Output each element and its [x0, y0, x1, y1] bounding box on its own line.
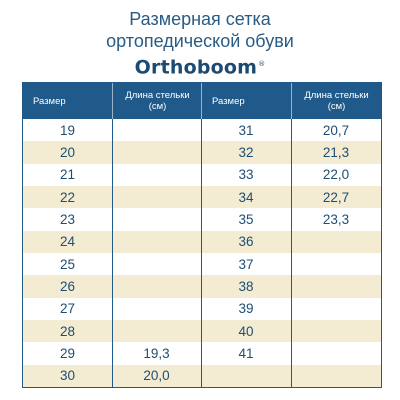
size-cell: 27: [59, 301, 76, 317]
insole-cell: [112, 320, 201, 342]
insole-cell: 20,7: [322, 122, 350, 138]
insole-cell: [112, 275, 201, 297]
insole-cell: [112, 119, 201, 141]
table-row: [23, 275, 381, 297]
insole-cell: 21,3: [322, 144, 350, 160]
column-divider: [112, 119, 113, 387]
size-cell: 35: [238, 211, 254, 227]
insole-cell: 19,3: [143, 345, 170, 361]
table-row: [23, 365, 381, 387]
header-size-left: Размер: [33, 95, 66, 107]
insole-cell: [291, 253, 381, 275]
insole-cell: 22,0: [322, 167, 350, 183]
size-cell: 24: [59, 234, 76, 250]
size-cell: 21: [59, 167, 76, 183]
header-divider: [201, 83, 202, 119]
insole-cell: [291, 342, 381, 364]
insole-cell: [112, 141, 201, 163]
size-cell: 41: [238, 345, 254, 361]
table-row: [23, 342, 381, 364]
header-insole-right: Длина стельки (см): [304, 90, 369, 112]
table-header: [23, 83, 381, 119]
table-row: [23, 164, 381, 186]
header-size-right: Размер: [212, 95, 245, 107]
header: [0, 0, 400, 84]
insole-cell: 23,3: [322, 211, 350, 227]
size-cell: [201, 365, 291, 387]
insole-cell: [112, 231, 201, 253]
size-cell: 25: [59, 256, 76, 272]
page-subtitle: ортопедической обуви: [106, 31, 294, 51]
insole-cell: [291, 320, 381, 342]
insole-cell: [112, 186, 201, 208]
size-cell: 38: [238, 278, 254, 294]
insole-cell: [112, 298, 201, 320]
insole-cell: [291, 275, 381, 297]
size-chart-table: [22, 82, 382, 388]
size-cell: 37: [238, 256, 254, 272]
registered-mark: ®: [258, 60, 266, 68]
size-cell: 23: [59, 211, 76, 227]
size-cell: 30: [59, 368, 76, 384]
insole-cell: [291, 365, 381, 387]
table-body: [23, 119, 381, 387]
insole-cell: 22,7: [322, 189, 350, 205]
size-cell: 29: [59, 345, 76, 361]
page-title: Размерная сетка: [129, 9, 271, 29]
size-cell: 33: [238, 167, 254, 183]
brand-logo: [0, 52, 400, 79]
column-divider: [201, 119, 202, 387]
insole-cell: [112, 164, 201, 186]
size-cell: 36: [238, 234, 254, 250]
table-row: [23, 320, 381, 342]
column-divider: [291, 119, 292, 387]
size-cell: 28: [59, 323, 76, 339]
table-row: [23, 119, 381, 141]
insole-cell: [291, 231, 381, 253]
table-row: [23, 231, 381, 253]
header-divider: [291, 83, 292, 119]
insole-cell: 20,0: [143, 368, 170, 384]
insole-cell: [291, 298, 381, 320]
size-cell: 26: [59, 278, 76, 294]
size-cell: 31: [238, 122, 254, 138]
table-row: [23, 186, 381, 208]
header-divider: [112, 83, 113, 119]
header-insole-left: Длина стельки (см): [125, 90, 190, 112]
size-cell: 39: [238, 301, 254, 317]
table-row: [23, 208, 381, 230]
size-cell: 40: [238, 323, 254, 339]
table-row: [23, 141, 381, 163]
insole-cell: [112, 253, 201, 275]
size-cell: 22: [59, 189, 76, 205]
table-row: [23, 253, 381, 275]
insole-cell: [112, 208, 201, 230]
size-cell: 34: [238, 189, 254, 205]
table-row: [23, 298, 381, 320]
size-cell: 19: [59, 122, 76, 138]
size-cell: 32: [238, 144, 254, 160]
brand-name: Orthoboom: [134, 56, 258, 79]
size-cell: 20: [59, 144, 76, 160]
